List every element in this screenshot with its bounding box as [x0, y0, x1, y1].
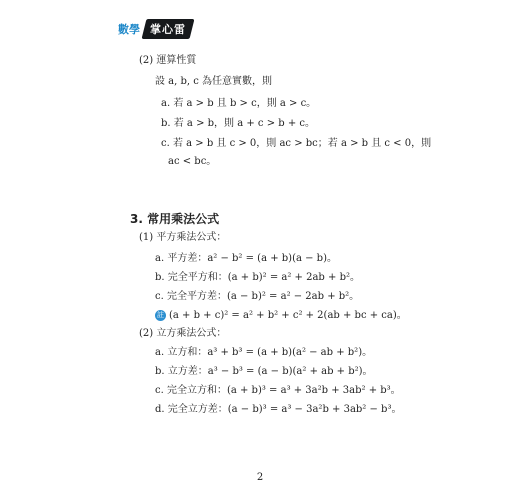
brand-logo-text: 掌心雷 [150, 23, 186, 36]
formula-square-of-sum: b. 完全平方和：(a + b)² = a² + 2ab + b²。 [155, 272, 360, 283]
formula-square-of-difference: c. 完全平方差：(a − b)² = a² − 2ab + b²。 [155, 291, 360, 302]
brand-logo [142, 19, 195, 39]
page-header [118, 19, 192, 39]
property-b: b. 若 a > b，則 a + c > b + c。 [161, 118, 315, 129]
property-c-line2: ac < bc。 [168, 156, 217, 167]
subject-label: 數學 [118, 23, 140, 36]
note-line [155, 309, 407, 323]
formula-cube-of-difference: d. 完全立方差：(a − b)³ = a³ − 3a²b + 3ab² − b³。 [155, 404, 402, 415]
cube-formulas-heading: (2) 立方乘法公式： [139, 328, 227, 339]
formula-difference-of-cubes: b. 立方差：a³ − b³ = (a − b)(a² + ab + b²)。 [155, 366, 373, 377]
formula-cube-of-sum: c. 完全立方和：(a + b)³ = a³ + 3a²b + 3ab² + b³。 [155, 385, 401, 396]
note-formula: (a + b + c)² = a² + b² + c² + 2(ab + bc + ca)。 [169, 310, 407, 321]
section-title: 3. 常用乘法公式 [130, 212, 220, 226]
part2-intro: 設 a, b, c 為任意實數，則 [155, 76, 273, 87]
property-a: a. 若 a > b 且 b > c，則 a > c。 [161, 98, 317, 109]
note-icon: 註 [157, 311, 164, 319]
property-c-line1: c. 若 a > b 且 c > 0，則 ac > bc；若 a > b 且 c < 0，則 [161, 138, 432, 149]
part2-heading: (2) 運算性質 [139, 55, 197, 66]
square-formulas-heading: (1) 平方乘法公式： [139, 232, 227, 243]
formula-difference-of-squares: a. 平方差：a² − b² = (a + b)(a − b)。 [155, 253, 337, 264]
formula-sum-of-cubes: a. 立方和：a³ + b³ = (a + b)(a² − ab + b²)。 [155, 347, 373, 358]
page-number: 2 [256, 472, 264, 483]
